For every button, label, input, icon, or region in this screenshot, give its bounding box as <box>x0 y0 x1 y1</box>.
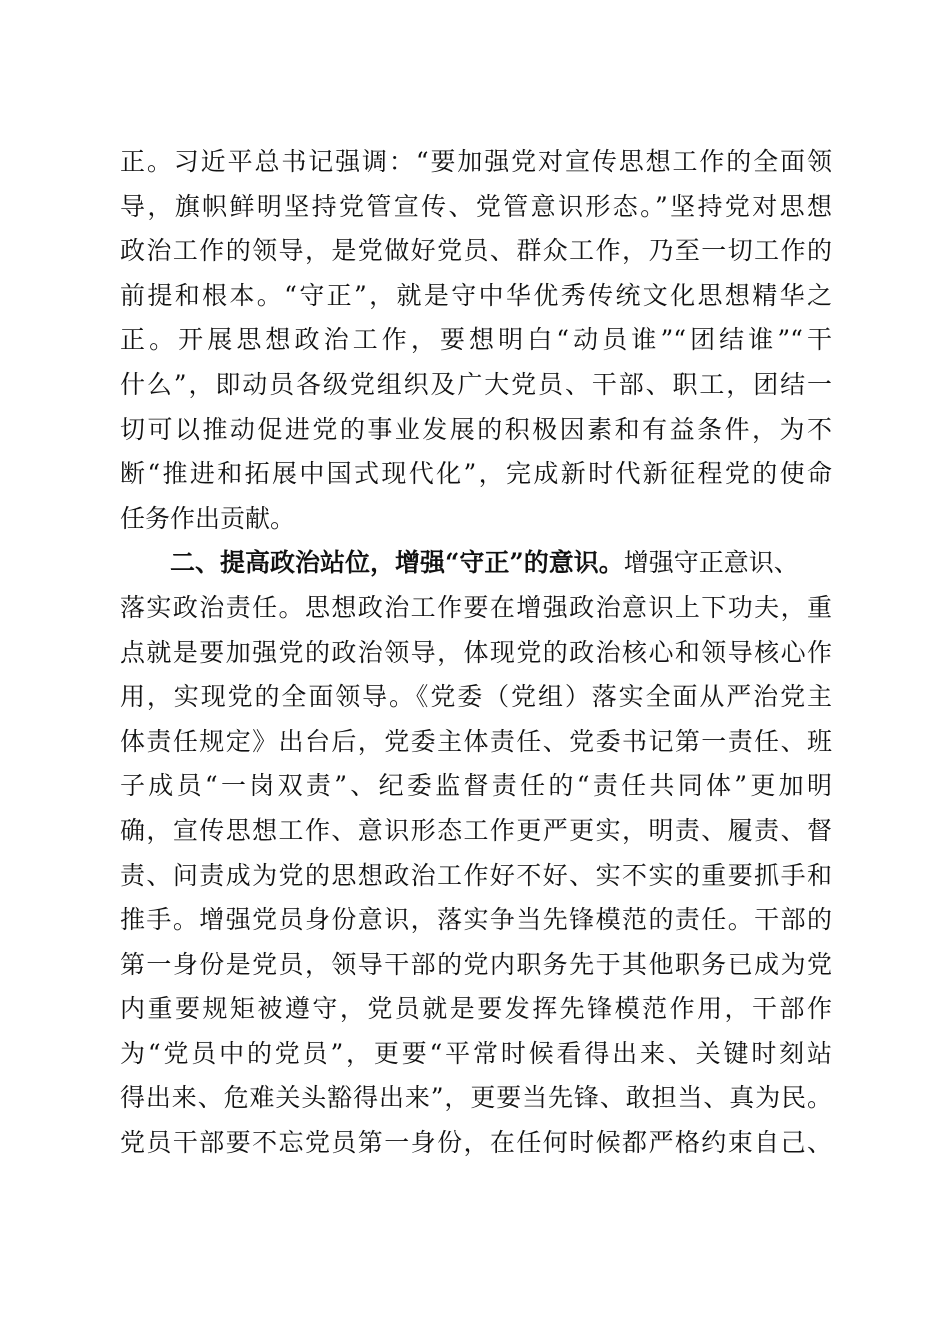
paragraph-2-line: 体责任规定》出台后，党委主体责任、党委书记第一责任、班 <box>120 726 832 756</box>
paragraph-2-line: 点就是要加强党的政治领导，体现党的政治核心和领导核心作 <box>120 637 832 667</box>
paragraph-2-line: 推手。增强党员身份意识，落实争当先锋模范的责任。干部的 <box>120 905 832 935</box>
paragraph-2-line: 落实政治责任。思想政治工作要在增强政治意识上下功夫，重 <box>120 592 832 622</box>
paragraph-2-line: 得出来、危难关头豁得出来”，更要当先锋、敢担当、真为民。 <box>120 1083 832 1113</box>
paragraph-1-line: 前提和根本。“守正”，就是守中华优秀传统文化思想精华之 <box>120 280 832 310</box>
paragraph-1-line: 政治工作的领导，是党做好党员、群众工作，乃至一切工作的 <box>120 236 832 266</box>
paragraph-1 <box>120 140 832 541</box>
paragraph-2-line: 内重要规矩被遵守，党员就是要发挥先锋模范作用，干部作 <box>120 994 832 1024</box>
paragraph-2-line: 用，实现党的全面领导。《党委（党组）落实全面从严治党主 <box>120 682 832 712</box>
document-body <box>120 140 832 1166</box>
paragraph-1-line: 正。开展思想政治工作，要想明白“动员谁”“团结谁”“干 <box>120 325 832 355</box>
paragraph-1-line: 正。习近平总书记强调：“要加强党对宣传思想工作的全面领 <box>120 147 832 176</box>
paragraph-2-line: 第一身份是党员，领导干部的党内职务先于其他职务已成为党 <box>120 949 832 979</box>
paragraph-2-line: 确，宣传思想工作、意识形态工作更严更实，明责、履责、督 <box>120 815 832 845</box>
paragraph-1-line: 切可以推动促进党的事业发展的积极因素和有益条件，为不 <box>120 414 832 444</box>
paragraph-2-first-line <box>120 541 832 586</box>
paragraph-2-line: 责、问责成为党的思想政治工作好不好、实不实的重要抓手和 <box>120 860 832 890</box>
paragraph-2 <box>120 541 832 1165</box>
paragraph-2-first-line-text: 增强守正意识、 <box>623 548 799 578</box>
paragraph-1-line: 任务作出贡献。 <box>120 503 296 533</box>
section-heading: 二、提高政治站位，增强“守正”的意识。 <box>170 548 624 578</box>
paragraph-1-line: 断“推进和拓展中国式现代化”，完成新时代新征程党的使命 <box>120 459 832 489</box>
paragraph-2-line: 党员干部要不忘党员第一身份，在任何时候都严格约束自己、 <box>120 1128 832 1158</box>
paragraph-1-line: 导，旗帜鲜明坚持党管宣传、党管意识形态。”坚持党对思想 <box>120 191 832 221</box>
paragraph-1-line: 什么”，即动员各级党组织及广大党员、干部、职工，团结一 <box>120 369 832 399</box>
paragraph-2-line: 为“党员中的党员”，更要“平常时候看得出来、关键时刻站 <box>120 1038 832 1068</box>
paragraph-2-line: 子成员“一岗双责”、纪委监督责任的“责任共同体”更加明 <box>120 771 832 801</box>
